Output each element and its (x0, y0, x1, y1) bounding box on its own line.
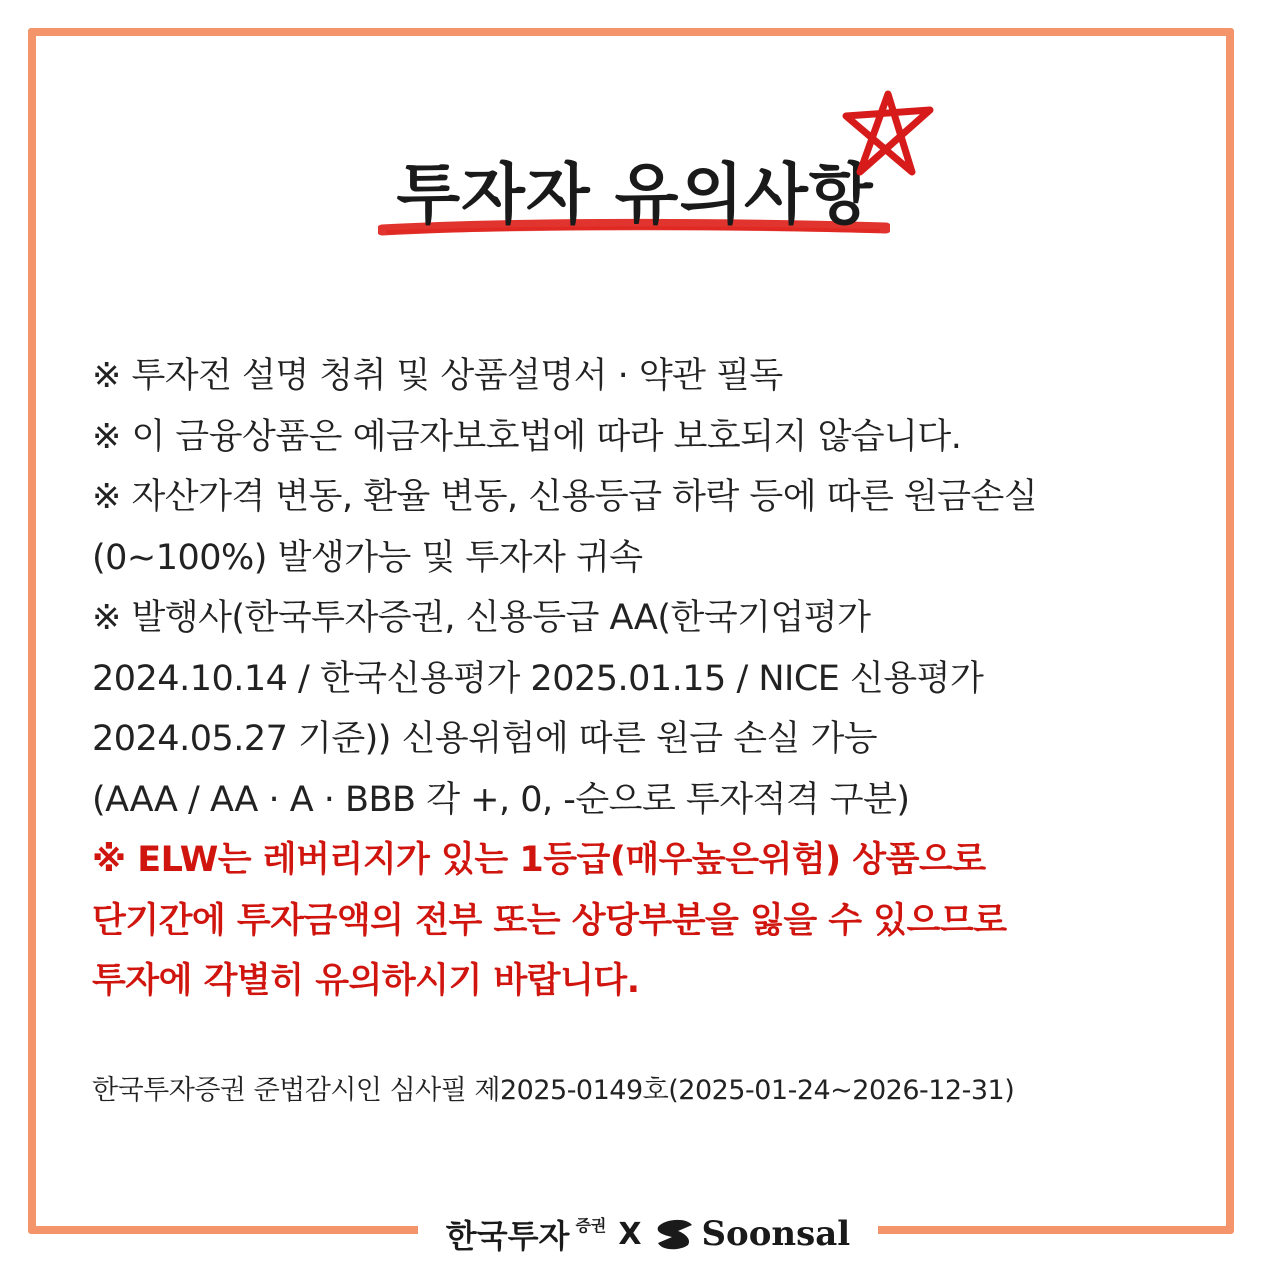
warning-line: 단기간에 투자금액의 전부 또는 상당부분을 잃을 수 있으므로 (92, 900, 1007, 941)
notice-line: ※ 투자전 설명 청취 및 상품설명서 · 약관 필독 (92, 356, 783, 396)
collab-separator: X (618, 1216, 642, 1252)
soonsal-logo-icon (654, 1217, 696, 1251)
brand-name: 한국투자 (445, 1217, 570, 1255)
notice-line: 2024.05.27 기준)) 신용위험에 따른 원금 손실 가능 (92, 719, 878, 759)
notice-line: ※ 이 금융상품은 예금자보호법에 따라 보호되지 않습니다. (92, 416, 962, 457)
page-title: 투자자 유의사항 (396, 156, 874, 233)
warning-line: 투자에 각별히 유의하시기 바랍니다. (92, 961, 640, 1001)
notice-body (92, 346, 1192, 1012)
notice-line: 2024.10.14 / 한국신용평가 2025.01.15 / NICE 신용평가 (92, 658, 984, 699)
approval-number: 한국투자증권 준법감시인 심사필 제2025-0149호(2025-01-24~2026-12-31) (92, 1075, 1015, 1106)
notice-line: ※ 자산가격 변동, 환율 변동, 신용등급 하락 등에 따른 원금손실 (92, 477, 1038, 517)
warning-line: ※ ELW는 레버리지가 있는 1등급(매우높은위험) 상품으로 (92, 840, 986, 880)
notice-line: (0~100%) 발생가능 및 투자자 귀속 (92, 537, 643, 578)
notice-line: (AAA / AA · A · BBB 각 +, 0, -순으로 투자적격 구분) (92, 779, 910, 820)
brand-sub: 증권 (575, 1215, 607, 1235)
star-icon (838, 88, 938, 180)
footer-brand (418, 1212, 878, 1256)
notice-line: ※ 발행사(한국투자증권, 신용등급 AA(한국기업평가 (92, 598, 871, 638)
partner-name: Soonsal (701, 1214, 851, 1254)
